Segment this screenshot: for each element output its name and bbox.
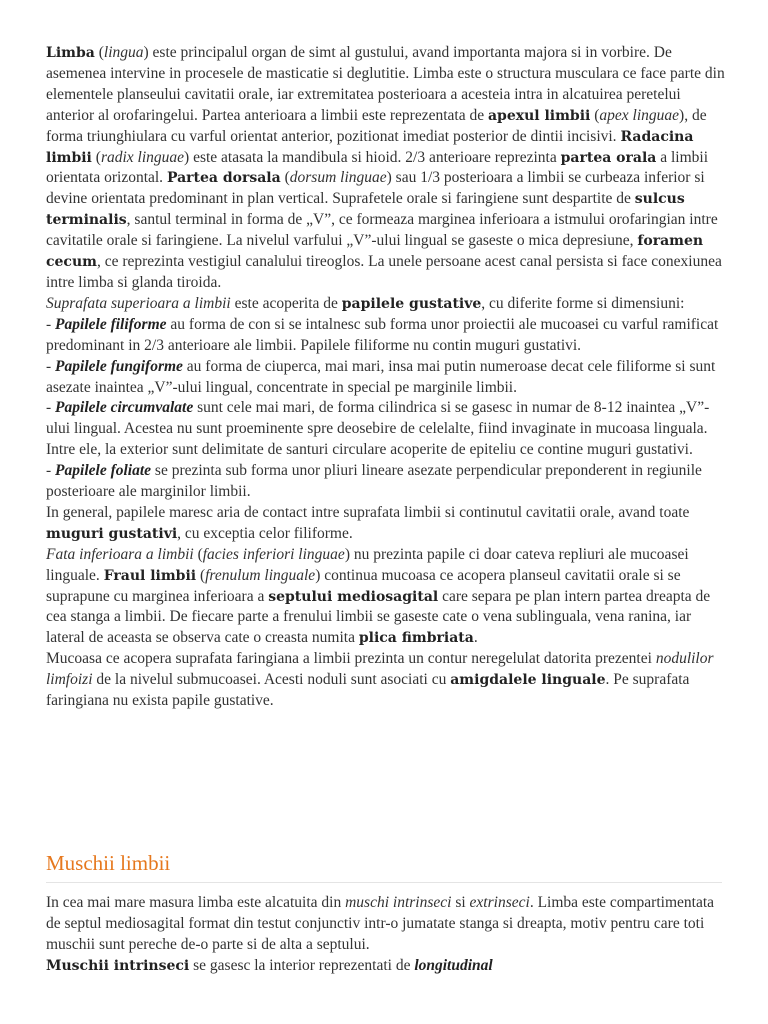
list-dash: -: [46, 399, 56, 417]
term-septului: septului mediosagital: [268, 588, 439, 605]
text-run: , santul terminal in forma de „V”, ce formeaza marginea inferioara a istmului orofaringian intre cavitatile orale si faringiene. La nivelul varfului „V”-ului lingual se gaseste o mica depresiune,: [46, 211, 718, 250]
text-run: (: [94, 44, 104, 61]
text-run: a limbii orientata orizontal.: [46, 148, 709, 187]
intrinseci-paragraph: [46, 956, 726, 977]
text-run: , cu exceptia celor filiforme.: [177, 524, 353, 542]
term-circumvalate: Papilele circumvalate: [55, 399, 194, 417]
list-item-fungiforme: [46, 357, 726, 399]
term-muguri: muguri gustativi: [46, 525, 178, 542]
papile-intro-paragraph: [46, 294, 726, 315]
text-run: (: [196, 566, 206, 584]
term-fungiforme: Papilele fungiforme: [55, 357, 183, 375]
text-run: de la nivelul submucoasei. Acesti noduli sunt asociati cu: [92, 671, 451, 689]
term-radacina: Radacina limbii: [46, 128, 694, 166]
term-foramen: foramen cecum: [46, 233, 704, 271]
mucoasa-paragraph: [46, 649, 726, 712]
text-run: se gasesc la interior reprezentati de: [189, 956, 415, 974]
term-amigdalele: amigdalele linguale: [450, 672, 606, 689]
text-run: , ce reprezinta vestigiul canalului tireoglos. La unele persoane acest canal persista si face conexiunea intre limba si glanda tiroida.: [46, 253, 722, 291]
text-run: ) sau 1/3 posterioara a limbii se curbeaza inferior si devine orientata predominant in plan vertical. Suprafetele orale si faringiene sunt despartite de: [46, 169, 705, 208]
text-run: ) este atasata la mandibula si hioid. 2/3 anterioare reprezinta: [184, 148, 561, 166]
italic-term: extrinseci: [469, 894, 530, 911]
latin-term: dorsum linguae: [289, 169, 387, 187]
list-dash: -: [46, 315, 56, 333]
latin-term: radix linguae: [100, 148, 185, 166]
list-item-circumvalate: [46, 398, 726, 461]
list-item-foliate: [46, 461, 726, 503]
intro-paragraph: [46, 43, 726, 294]
text-run: ), de forma triunghiulara cu varful orientat anterior, pozitionat imediat posterior de dintii incisivi.: [46, 106, 707, 145]
italic-term: Fata inferioara a limbii: [46, 545, 194, 563]
term-apex: apexul limbii: [487, 107, 591, 124]
text-run: .: [473, 629, 478, 647]
text-run: (: [91, 148, 101, 166]
list-dash: -: [46, 357, 56, 375]
text-run: au forma de ciuperca, mai mari, insa mai putin numeroase decat cele filiforme si sunt asezate inaintea „V”-ului lingual, concentrate in special pe marginile limbii.: [46, 357, 716, 396]
article-body: [46, 43, 726, 712]
term-papile: papilele gustative: [341, 295, 482, 312]
muschi-body: [46, 893, 726, 977]
list-dash: -: [46, 462, 56, 480]
term-filiforme: Papilele filiforme: [55, 315, 167, 333]
italic-term: Suprafata superioara a limbii: [46, 294, 231, 312]
latin-term: lingua: [103, 44, 144, 61]
general-paragraph: [46, 503, 726, 545]
section-heading: Muschii limbii: [46, 851, 722, 883]
muschi-paragraph: [46, 893, 726, 956]
text-run: In cea mai mare masura limba este alcatuita din: [46, 894, 346, 911]
list-item-filiforme: [46, 315, 726, 357]
latin-term: frenulum linguale: [205, 566, 316, 584]
italic-term: nodulilor limfoizi: [46, 650, 714, 689]
term-plica: plica fimbriata: [358, 630, 474, 647]
inferioara-paragraph: [46, 545, 726, 650]
term-foliate: Papilele foliate: [55, 462, 152, 480]
text-run: care separa pe plan intern partea dreapta de cea stanga a limbii. De fiecare parte a frenului limbii se gaseste cate o vena sublinguala, vena ranina, iar lateral de aceasta se observa cate o creasta numita: [46, 587, 711, 647]
term-sulcus: sulcus terminalis: [46, 191, 685, 229]
term-partea-dorsala: Partea dorsala: [166, 170, 281, 187]
text-run: sunt cele mai mari, de forma cilindrica si se gasesc in numar de 8-12 inaintea „V”-ului lingual. Acestea nu sunt proeminente spre deosebire de celelalte, fiind invaginate in mucoasa linguala. Intre ele, la exterior sunt delimitate de santuri circulare acoperite de epiteliu ce contine muguri gustativi.: [46, 399, 710, 459]
term-limba: Limba: [46, 45, 95, 61]
text-run: si: [451, 894, 470, 911]
text-run: In general, papilele maresc aria de contact intre suprafata limbii si continutul cavitatii orale, avand toate: [46, 503, 690, 521]
text-run: , cu diferite forme si dimensiuni:: [481, 294, 685, 312]
text-run: ) continua mucoasa ce acopera planseul cavitatii orale si se suprapune cu marginea inferioara a: [46, 566, 681, 605]
text-run: au forma de con si se intalnesc sub forma unor proiectii ale mucoasei cu varful ramificat predominant in 2/3 anterioare ale limbii. Papilele filiforme nu contin muguri gustativi.: [46, 315, 719, 354]
text-run: . Pe suprafata faringiana nu exista papile gustative.: [46, 671, 690, 710]
text-run: (: [193, 545, 203, 563]
text-run: ) este principalul organ de simt al gustului, avand importanta majora si in vorbire. De asemenea intervine in procesele de masticatie si deglutitie. Limba este o structura musculara ce face parte din elementele planseului cavitatii orale, iar extremitatea posterioara a acesteia intra in alcatuirea peretelui anterior al orofaringelui. Partea anterioara a limbii este reprezentata de: [46, 44, 725, 124]
term-partea-orala: partea orala: [560, 149, 657, 166]
text-run: (: [280, 169, 290, 187]
term-muschii-intrinseci: Muschii intrinseci: [46, 957, 190, 974]
text-run: ) nu prezinta papile ci doar cateva repliuri ale mucoasei linguale.: [46, 545, 689, 584]
latin-term: apex linguae: [599, 106, 680, 124]
latin-term: facies inferiori linguae: [202, 545, 345, 563]
text-run: (: [590, 106, 600, 124]
text-run: Mucoasa ce acopera suprafata faringiana a limbii prezinta un contur neregelulat datorita prezentei: [46, 650, 656, 668]
text-run: . Limba este compartimentata de septul mediosagital format din testut conjunctiv intr-o jumatate stanga si dreapta, motiv pentru care toti muschii sunt pereche de-o parte si de alta a septului.: [46, 894, 715, 953]
text-run: se prezinta sub forma unor pliuri lineare asezate perpendicular preponderent in regiunile posterioare ale marginilor limbii.: [46, 462, 702, 501]
term-fraul: Fraul limbii: [103, 567, 197, 584]
italic-term: muschi intrinseci: [345, 894, 452, 911]
term-longitudinal: longitudinal: [414, 956, 493, 974]
text-run: este acoperita de: [230, 294, 342, 312]
